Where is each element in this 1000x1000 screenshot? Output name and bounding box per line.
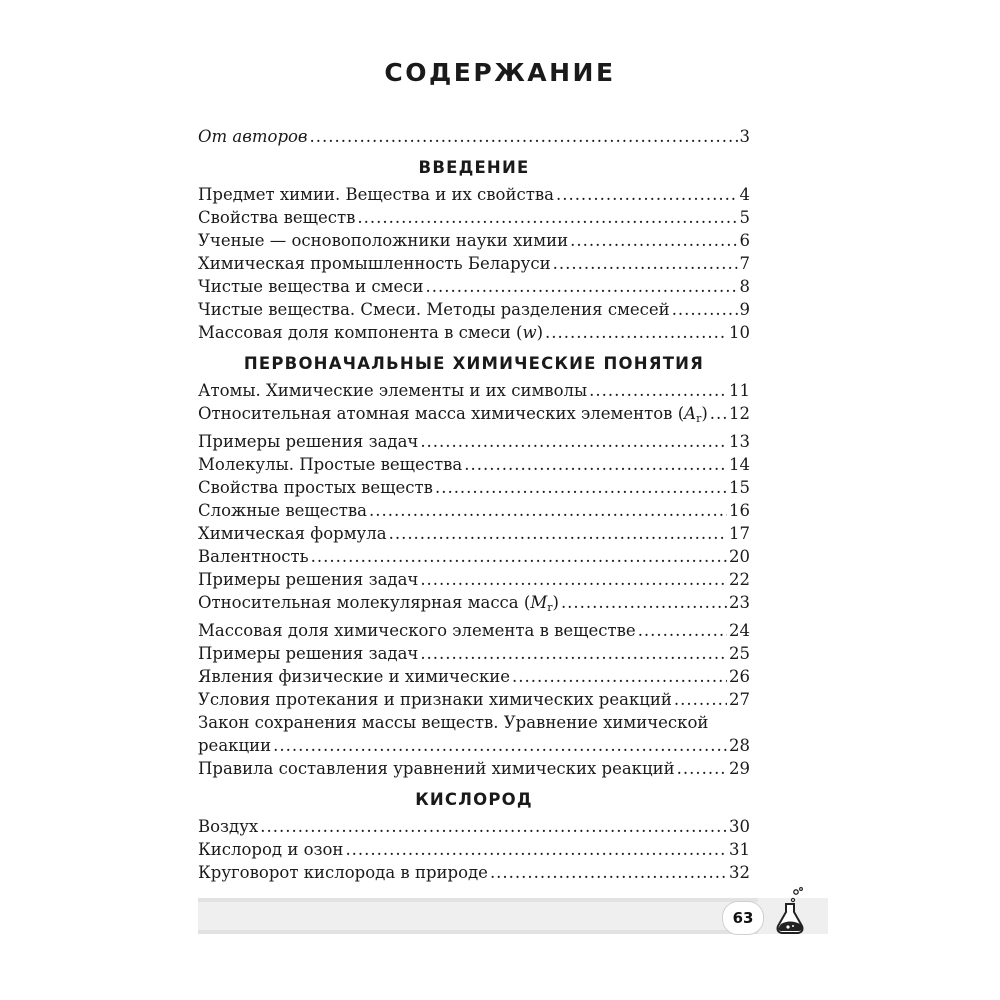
- toc-entry-page: 28: [729, 736, 750, 755]
- toc-entry-label-text: Явления физические и химические: [198, 667, 511, 686]
- dot-leader: [464, 453, 727, 476]
- toc-entry-label: [198, 476, 433, 499]
- toc-entry-label: [198, 298, 670, 321]
- toc-entry[interactable]: [198, 252, 750, 275]
- toc-entry-label-text: Чистые вещества и смеси: [198, 277, 424, 296]
- toc-entry[interactable]: [198, 321, 750, 344]
- toc-entry-label-line1: Закон сохранения массы веществ. Уравнение химической: [198, 713, 709, 732]
- toc-entry-label: [198, 402, 708, 430]
- formula-variable: A: [684, 404, 697, 423]
- toc-entry-label: [198, 642, 418, 665]
- toc-entry[interactable]: [198, 591, 750, 619]
- dot-leader: [311, 545, 727, 568]
- toc-entry-label-tail: ): [552, 593, 559, 612]
- toc-entry-label-text: Предмет химии. Вещества и их свойства: [198, 185, 554, 204]
- dot-leader: [425, 275, 737, 298]
- toc-entry-label: [198, 545, 309, 568]
- dot-leader: [710, 402, 727, 425]
- toc-entry-label-text: Правила составления уравнений химических реакций: [198, 759, 675, 778]
- toc-entry[interactable]: [198, 499, 750, 522]
- toc-entry-label-text: Свойства веществ: [198, 208, 356, 227]
- section-heading: ВВЕДЕНИЕ: [418, 158, 530, 177]
- dot-leader: [369, 499, 727, 522]
- toc-entry-page: 7: [739, 254, 750, 273]
- toc-entry-label-text: Воздух: [198, 817, 259, 836]
- toc-entry-intro[interactable]: [198, 125, 750, 148]
- toc-entry[interactable]: [198, 757, 750, 780]
- toc-entry-label: [198, 591, 559, 619]
- toc-entry-row: [198, 665, 750, 688]
- toc-entry-page: 11: [729, 381, 750, 400]
- toc-entry[interactable]: [198, 815, 750, 838]
- toc-entry-label-text: Валентность: [198, 547, 309, 566]
- footer-rule-bottom: [198, 930, 758, 934]
- toc-entry-label-text: Сложные вещества: [198, 501, 368, 520]
- toc-entry-label: [198, 734, 271, 757]
- toc-entry-page: 29: [729, 759, 750, 778]
- dot-leader: [589, 379, 727, 402]
- toc-entry-page: 14: [729, 455, 750, 474]
- table-of-contents: [198, 125, 750, 884]
- toc-entry-label-text: Примеры решения задач: [198, 644, 419, 663]
- toc-entry-row: [198, 453, 750, 476]
- toc-entry-page: 13: [729, 432, 750, 451]
- toc-entry-page: 20: [729, 547, 750, 566]
- toc-entry-page: 23: [729, 593, 750, 612]
- toc-entry-label-tail: ): [536, 323, 543, 342]
- dot-leader: [260, 815, 727, 838]
- toc-entry-label: [198, 665, 510, 688]
- toc-entry-label-text: реакции: [198, 736, 272, 755]
- toc-entry-row: [198, 619, 750, 642]
- dot-leader: [553, 252, 738, 275]
- dot-leader: [672, 298, 738, 321]
- toc-entry[interactable]: [198, 183, 750, 206]
- dot-leader: [420, 568, 727, 591]
- toc-entry-row: [198, 379, 750, 402]
- toc-entry-page: 30: [729, 817, 750, 836]
- toc-entry-page: 12: [729, 404, 750, 423]
- dot-leader: [345, 838, 727, 861]
- toc-entry-label-text: Атомы. Химические элементы и их символы: [198, 381, 588, 400]
- toc-entry[interactable]: [198, 379, 750, 402]
- footer-rule-top: [198, 898, 758, 902]
- toc-entry-row: [198, 642, 750, 665]
- toc-entry-row: [198, 688, 750, 711]
- dot-leader: [273, 734, 727, 757]
- toc-entry[interactable]: [198, 711, 750, 757]
- dot-leader: [556, 183, 738, 206]
- toc-entry-row: [198, 252, 750, 275]
- page-number-badge: 63: [722, 901, 764, 935]
- toc-entry-label: [198, 206, 355, 229]
- toc-entry-label-text: Массовая доля химического элемента в веществе: [198, 621, 636, 640]
- toc-entry-label: [198, 688, 672, 711]
- toc-entry-label-text: Ученые — основоположники науки химии: [198, 231, 569, 250]
- toc-entry-label: От авторов: [198, 127, 308, 146]
- toc-entry-page: 10: [729, 323, 750, 342]
- toc-entry-row: [198, 568, 750, 591]
- toc-entry[interactable]: [198, 402, 750, 430]
- toc-entry-label: [198, 619, 636, 642]
- toc-entry-label: [198, 183, 554, 206]
- toc-entry-label: [198, 757, 675, 780]
- toc-entry-row: [198, 430, 750, 453]
- toc-entry-label: [198, 861, 488, 884]
- toc-entry-label: [198, 379, 587, 402]
- toc-entry-page: 26: [729, 667, 750, 686]
- toc-entry[interactable]: [198, 545, 750, 568]
- toc-entry-label-text: Относительная молекулярная масса (: [198, 593, 531, 612]
- dot-leader: [389, 522, 727, 545]
- toc-entry-page: 32: [729, 863, 750, 882]
- toc-entry[interactable]: [198, 275, 750, 298]
- toc-entry-row: [198, 757, 750, 780]
- toc-entry-row: [198, 321, 750, 344]
- toc-entry-page: 24: [729, 621, 750, 640]
- toc-entry-label-tail: ): [701, 404, 708, 423]
- toc-entry-row: [198, 545, 750, 568]
- toc-entry-page: 17: [729, 524, 750, 543]
- toc-entry-page: 9: [739, 300, 750, 319]
- dot-leader: [435, 476, 727, 499]
- toc-entry-row: [198, 734, 750, 757]
- dot-leader: [420, 642, 727, 665]
- toc-entry-page: 15: [729, 478, 750, 497]
- toc-entry-label: [198, 499, 367, 522]
- toc-entry-label: [198, 453, 462, 476]
- toc-entry-label: [198, 815, 258, 838]
- formula-variable: w: [522, 323, 537, 342]
- toc-entry-page: 5: [739, 208, 750, 227]
- toc-entry[interactable]: [198, 229, 750, 252]
- dot-leader: [490, 861, 727, 884]
- toc-entry-row: [198, 183, 750, 206]
- toc-entry-page: 4: [739, 185, 750, 204]
- dot-leader: [420, 430, 727, 453]
- dot-leader: [677, 757, 727, 780]
- toc-entry-row: [198, 591, 750, 619]
- toc-entry-row: [198, 402, 750, 430]
- toc-entry-row: [198, 206, 750, 229]
- toc-entry-label-text: Примеры решения задач: [198, 570, 419, 589]
- toc-entry[interactable]: [198, 522, 750, 545]
- toc-entry-label: [198, 430, 418, 453]
- toc-entry-row: [198, 861, 750, 884]
- dot-leader: [545, 321, 727, 344]
- toc-entry-label-text: Молекулы. Простые вещества: [198, 455, 463, 474]
- toc-entry-label-text: Примеры решения задач: [198, 432, 419, 451]
- toc-entry[interactable]: [198, 430, 750, 453]
- formula-subscript: r: [696, 412, 702, 425]
- formula-subscript: r: [547, 601, 553, 614]
- toc-entry-row: [198, 298, 750, 321]
- toc-entry-page: 22: [729, 570, 750, 589]
- toc-entry-row: [198, 499, 750, 522]
- section-heading: ПЕРВОНАЧАЛЬНЫЕ ХИМИЧЕСКИЕ ПОНЯТИЯ: [243, 354, 705, 373]
- toc-entry[interactable]: [198, 861, 750, 884]
- toc-entry[interactable]: [198, 206, 750, 229]
- toc-entry-page: 31: [729, 840, 750, 859]
- page-title: СОДЕРЖАНИЕ: [384, 58, 616, 87]
- flask-icon: [774, 886, 808, 936]
- dot-leader: [561, 591, 727, 614]
- toc-entry-label-text: Химическая промышленность Беларуси: [198, 254, 551, 273]
- dot-leader: [512, 665, 727, 688]
- dot-leader: [674, 688, 727, 711]
- toc-entry-page: 16: [729, 501, 750, 520]
- toc-entry-label: [198, 321, 543, 344]
- dot-leader: [357, 206, 737, 229]
- section-heading: КИСЛОРОД: [415, 790, 533, 809]
- toc-entry-row: [198, 229, 750, 252]
- toc-entry-label: [198, 838, 343, 861]
- toc-entry-page: 3: [739, 127, 750, 146]
- toc-entry-row: [198, 838, 750, 861]
- toc-entry-label: [198, 275, 423, 298]
- toc-entry-label: [198, 229, 568, 252]
- toc-entry-row: [198, 522, 750, 545]
- toc-entry-label: [198, 252, 551, 275]
- toc-entry-label-text: Свойства простых веществ: [198, 478, 433, 497]
- toc-entry-page: 25: [729, 644, 750, 663]
- toc-entry-row: [198, 275, 750, 298]
- toc-entry-page: 6: [739, 231, 750, 250]
- dot-leader: [310, 125, 738, 148]
- toc-entry[interactable]: [198, 838, 750, 861]
- toc-entry-label-text: Кислород и озон: [198, 840, 344, 859]
- toc-entry-label-text: Относительная атомная масса химических элементов (: [198, 404, 685, 423]
- toc-entry[interactable]: [198, 453, 750, 476]
- toc-entry-label: [198, 522, 387, 545]
- toc-entry-label-text: Круговорот кислорода в природе: [198, 863, 488, 882]
- toc-entry[interactable]: [198, 619, 750, 642]
- toc-entry-label-text: Химическая формула: [198, 524, 387, 543]
- toc-entry-label: [198, 568, 418, 591]
- toc-entry[interactable]: [198, 665, 750, 688]
- toc-entry-row: [198, 476, 750, 499]
- toc-entry-row: [198, 815, 750, 838]
- toc-entry-page: 27: [729, 690, 750, 709]
- toc-entry-label-text: Условия протекания и признаки химических реакций: [198, 690, 672, 709]
- formula-variable: M: [530, 593, 548, 612]
- toc-entry-label-text: Массовая доля компонента в смеси (: [198, 323, 523, 342]
- toc-entry[interactable]: [198, 476, 750, 499]
- toc-entry-label-text: Чистые вещества. Смеси. Методы разделения смесей: [198, 300, 670, 319]
- toc-entry[interactable]: [198, 568, 750, 591]
- dot-leader: [570, 229, 737, 252]
- toc-sections: [198, 156, 750, 884]
- toc-entry[interactable]: [198, 688, 750, 711]
- dot-leader: [638, 619, 727, 642]
- toc-entry[interactable]: [198, 298, 750, 321]
- toc-entry[interactable]: [198, 642, 750, 665]
- toc-entry-page: 8: [739, 277, 750, 296]
